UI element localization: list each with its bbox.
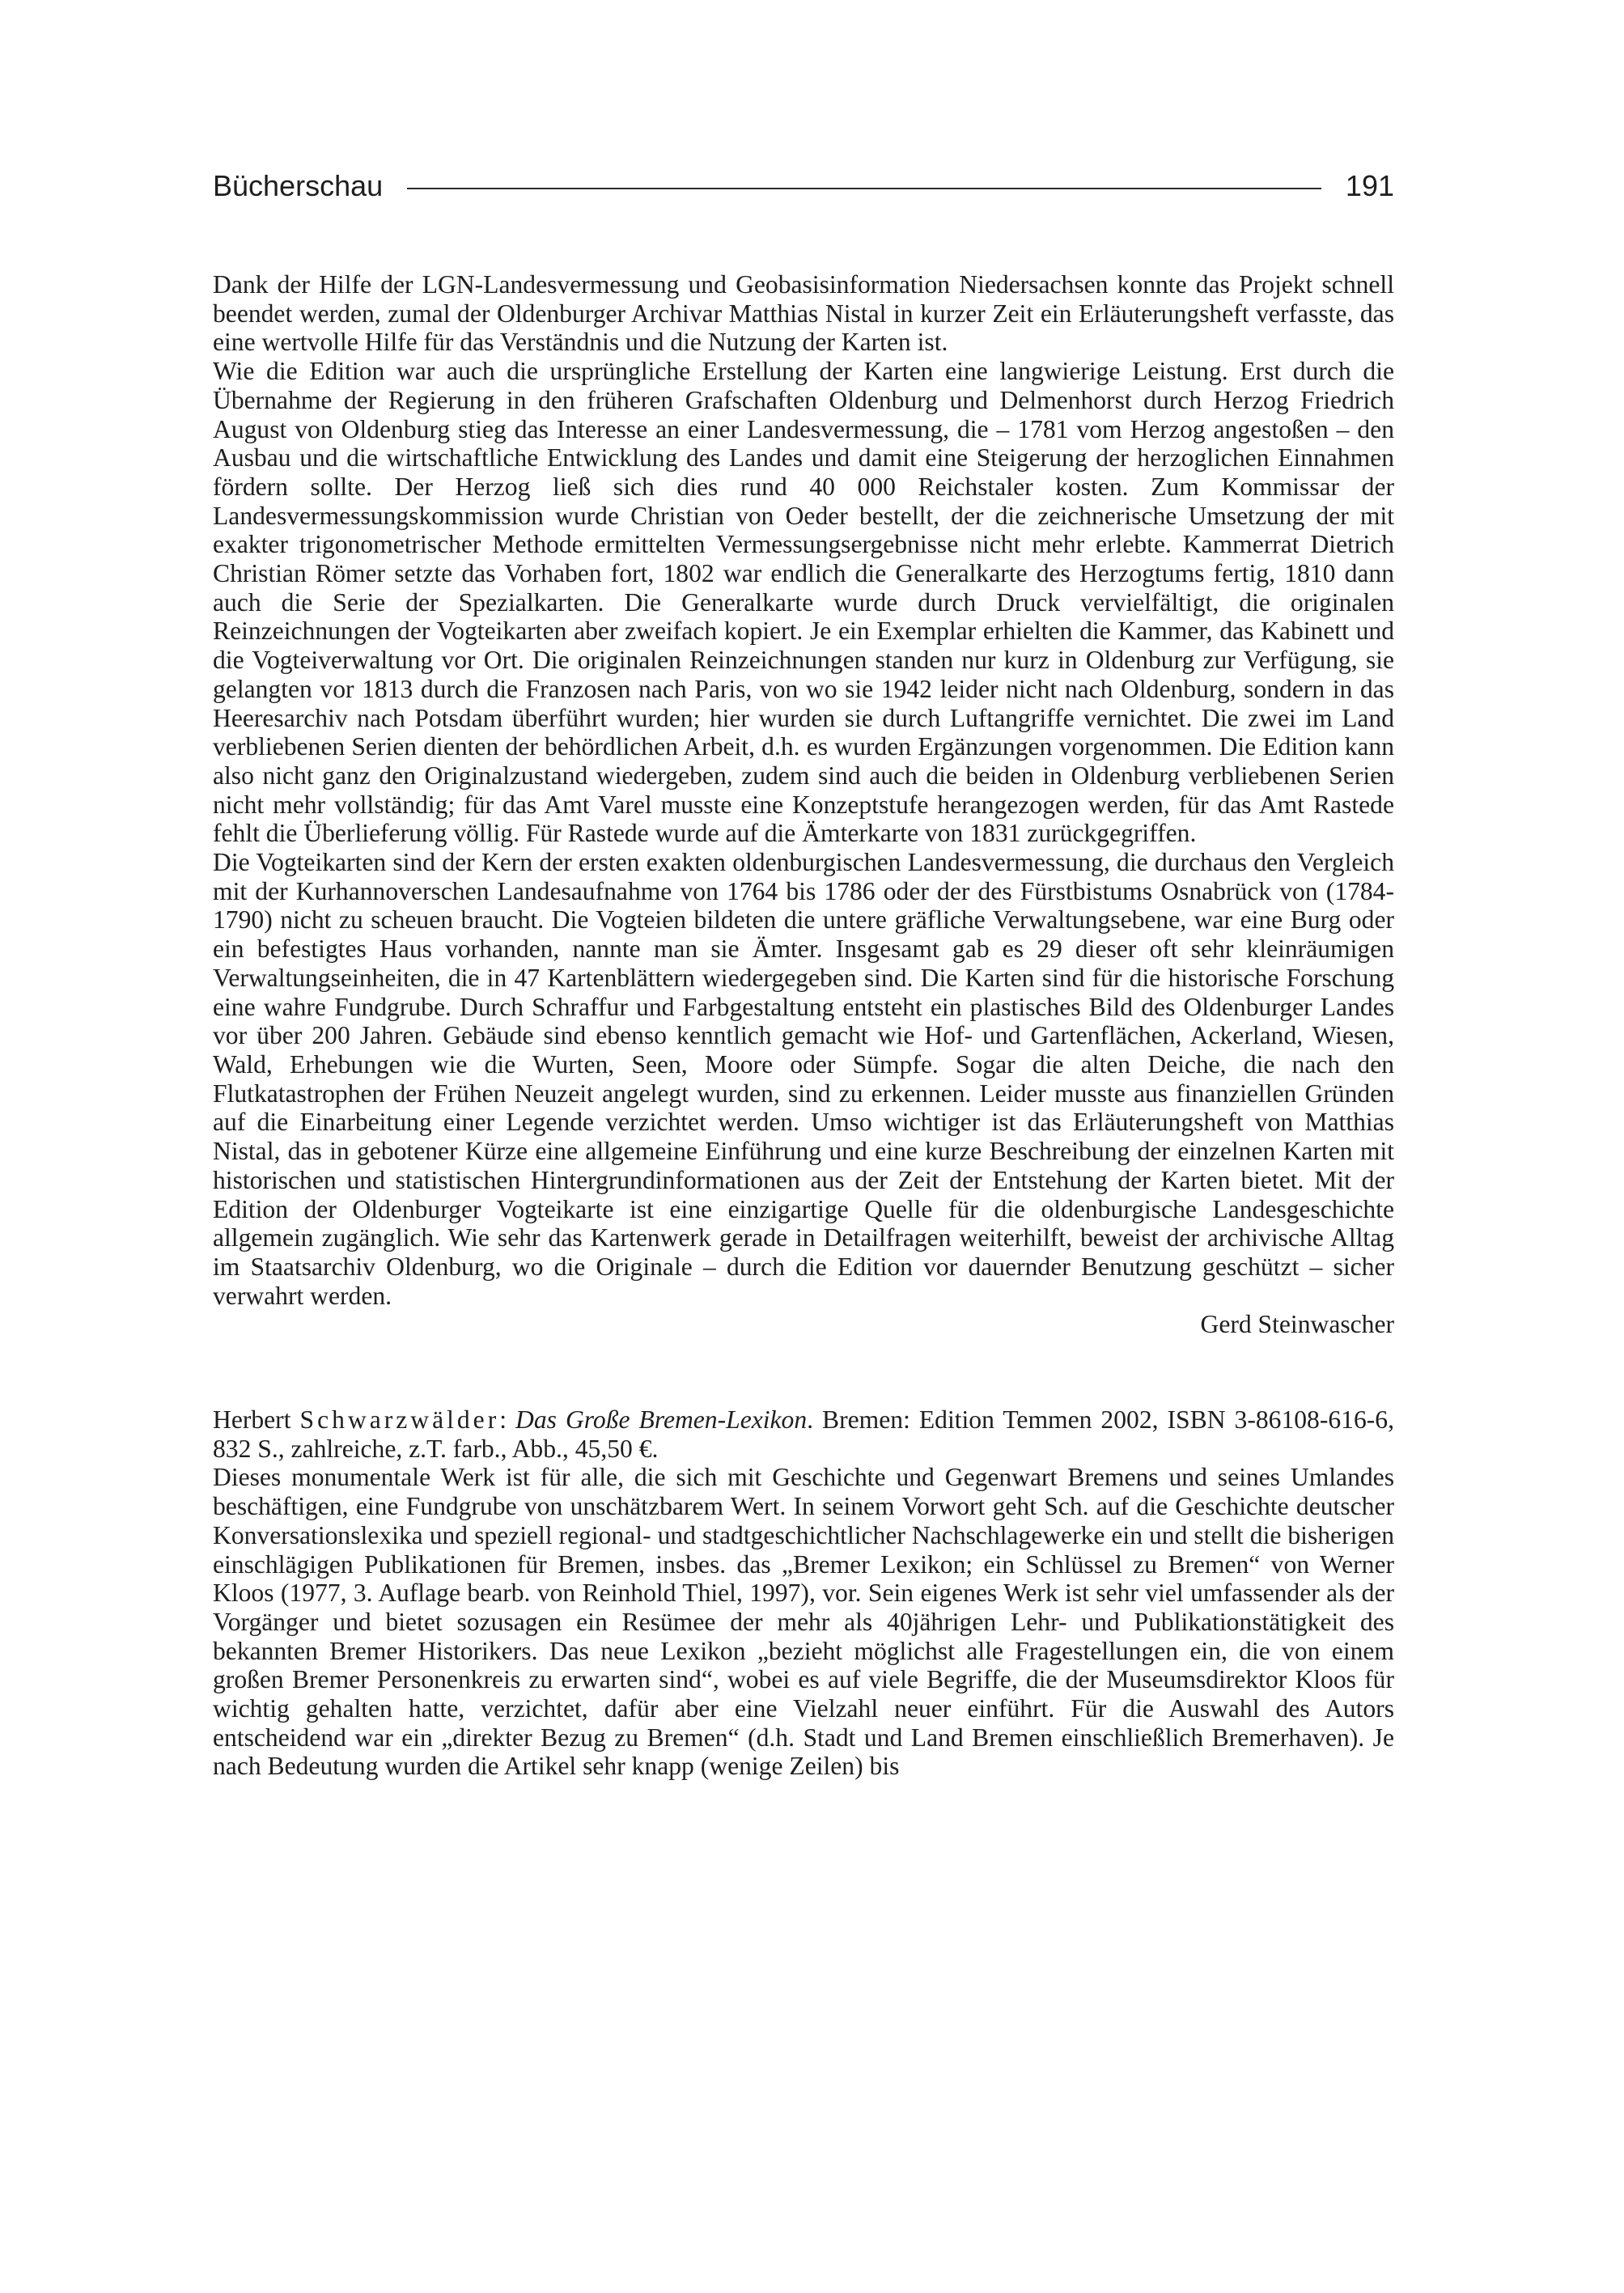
bibliographic-entry — [213, 1405, 1394, 1463]
section-title: Bücherschau — [213, 169, 384, 202]
book-title: Das Große Bremen-Lexikon — [515, 1405, 808, 1435]
page-content — [213, 270, 1394, 1781]
author-name — [213, 1405, 499, 1434]
running-header — [213, 166, 1394, 206]
publication-details: . Bremen: Edition Temmen 2002, ISBN 3-86108-616-6, 832 S., zahlreiche, z.T. farb., Abb., 45,50 €. — [213, 1405, 1394, 1463]
author-last-name: Schwarzwälder — [299, 1405, 500, 1435]
section-gap — [213, 1339, 1394, 1405]
review1-paragraph: Wie die Edition war auch die ursprüngliche Erstellung der Karten eine langwierige Leistung. Erst durch die Übernahme der Regierung in den früheren Grafschaften Oldenburg und Delmenhorst durch Herzog Friedrich August von Oldenburg stieg das Interesse an einer Landesvermessung, die – 1781 vom Herzog angestoßen – den Ausbau und die wirtschaftliche Entwicklung des Landes und damit eine Steigerung der herzoglichen Einnahmen fördern sollte. Der Herzog ließ sich dies rund 40 000 Reichstaler kosten. Zum Kommissar der Landesvermessungskommission wurde Christian von Oeder bestellt, der die zeichnerische Umsetzung der mit exakter trigonometrischer Methode ermittelten Vermessungsergebnisse nicht mehr erlebte. Kammerrat Dietrich Christian Römer setzte das Vorhaben fort, 1802 war endlich die Generalkarte des Herzogtums fertig, 1810 dann auch die Serie der Spezialkarten. Die Generalkarte wurde durch Druck vervielfältigt, die originalen Reinzeichnungen der Vogteikarten aber zweifach kopiert. Je ein Exemplar erhielten die Kammer, das Kabinett und die Vogteiverwaltung vor Ort. Die originalen Reinzeichnungen standen nur kurz in Oldenburg zur Verfügung, sie gelangten vor 1813 durch die Franzosen nach Paris, von wo sie 1942 leider nicht nach Oldenburg, sondern in das Heeresarchiv nach Potsdam überführt wurden; hier wurden sie durch Luftangriffe vernichtet. Die zwei im Land verbliebenen Serien dienten der behördlichen Arbeit, d.h. es wurden Ergänzungen vorgenommen. Die Edition kann also nicht ganz den Originalzustand wiedergeben, zudem sind auch die beiden in Oldenburg verbliebenen Serien nicht mehr vollständig; für das Amt Varel musste eine Konzeptstufe herangezogen werden, für das Amt Rastede fehlt die Überlieferung völlig. Für Rastede wurde auf die Ämterkarte von 1831 zurückgegriffen. — [213, 357, 1394, 848]
header-rule — [407, 188, 1321, 189]
author-first-name: Herbert — [213, 1405, 300, 1435]
review2-paragraph: Dieses monumentale Werk ist für alle, die sich mit Geschichte und Gegenwart Bremens und seines Umlandes beschäftigen, eine Fundgrube von unschätzbarem Wert. In seinem Vorwort geht Sch. auf die Geschichte deutscher Konversationslexika und speziell regional- und stadtgeschichtlicher Nachschlagewerke ein und stellt die bisherigen einschlägigen Publikationen für Bremen, insbes. das „Bremer Lexikon; ein Schlüssel zu Bremen“ von Werner Kloos (1977, 3. Auflage bearb. von Reinhold Thiel, 1997), vor. Sein eigenes Werk ist sehr viel umfassender als der Vorgänger und bietet sozusagen ein Resümee der mehr als 40jährigen Lehr- und Publikationstätigkeit des bekannten Bremer Historikers. Das neue Lexikon „bezieht möglichst alle Fragestellungen ein, die von einem großen Bremer Personenkreis zu erwarten sind“, wobei es auf viele Begriffe, die der Museumsdirektor Kloos für wichtig gehalten hatte, verzichtet, dafür aber eine Vielzahl neuer einführt. Für die Auswahl des Autors entscheidend war ein „direkter Bezug zu Bremen“ (d.h. Stadt und Land Bremen einschließlich Bremerhaven). Je nach Bedeutung wurden die Artikel sehr knapp (wenige Zeilen) bis — [213, 1463, 1394, 1781]
reviewer-signature: Gerd Steinwascher — [1200, 1310, 1394, 1339]
author-colon: : — [499, 1405, 516, 1435]
review1-paragraph: Die Vogteikarten sind der Kern der ersten exakten oldenburgischen Landesvermessung, die durchaus den Vergleich mit der Kurhannoverschen Landesaufnahme von 1764 bis 1786 oder der des Fürstbistums Osnabrück von (1784-1790) nicht zu scheuen braucht. Die Vogteien bildeten die untere gräfliche Verwaltungsebene, war eine Burg oder ein befestigtes Haus vorhanden, nannte man sie Ämter. Insgesamt gab es 29 dieser oft sehr kleinräumigen Verwaltungseinheiten, die in 47 Kartenblättern wiedergegeben sind. Die Karten sind für die historische Forschung eine wahre Fundgrube. Durch Schraffur und Farbgestaltung entsteht ein plastisches Bild des Oldenburger Landes vor über 200 Jahren. Gebäude sind ebenso kenntlich gemacht wie Hof- und Gartenflächen, Ackerland, Wiesen, Wald, Erhebungen wie die Wurten, Seen, Moore oder Sümpfe. Sogar die alten Deiche, die nach den Flutkatastrophen der Frühen Neuzeit angelegt wurden, sind zu erkennen. Leider musste aus finanziellen Gründen auf die Einarbeitung einer Legende verzichtet werden. Umso wichtiger ist das Erläuterungsheft von Matthias Nistal, das in gebotener Kürze eine allgemeine Einführung und eine kurze Beschreibung der einzelnen Karten mit historischen und statistischen Hintergrundinformationen aus der Zeit der Entstehung der Karten bietet. Mit der Edition der Oldenburger Vogteikarte ist eine einzigartige Quelle für die oldenburgische Landesgeschichte allgemein zugänglich. Wie sehr das Kartenwerk gerade in Detailfragen weiterhilft, beweist der archivische Alltag im Staatsarchiv Oldenburg, wo die Originale – durch die Edition vor dauernder Benutzung geschützt – sicher verwahrt werden. — [213, 848, 1394, 1310]
review1-paragraph: Dank der Hilfe der LGN-Landesvermessung und Geobasisinformation Niedersachsen konnte das Projekt schnell beendet werden, zumal der Oldenburger Archivar Matthias Nistal in kurzer Zeit ein Erläuterungsheft verfasste, das eine wertvolle Hilfe für das Verständnis und die Nutzung der Karten ist. — [213, 270, 1394, 357]
page-number: 191 — [1345, 169, 1394, 202]
